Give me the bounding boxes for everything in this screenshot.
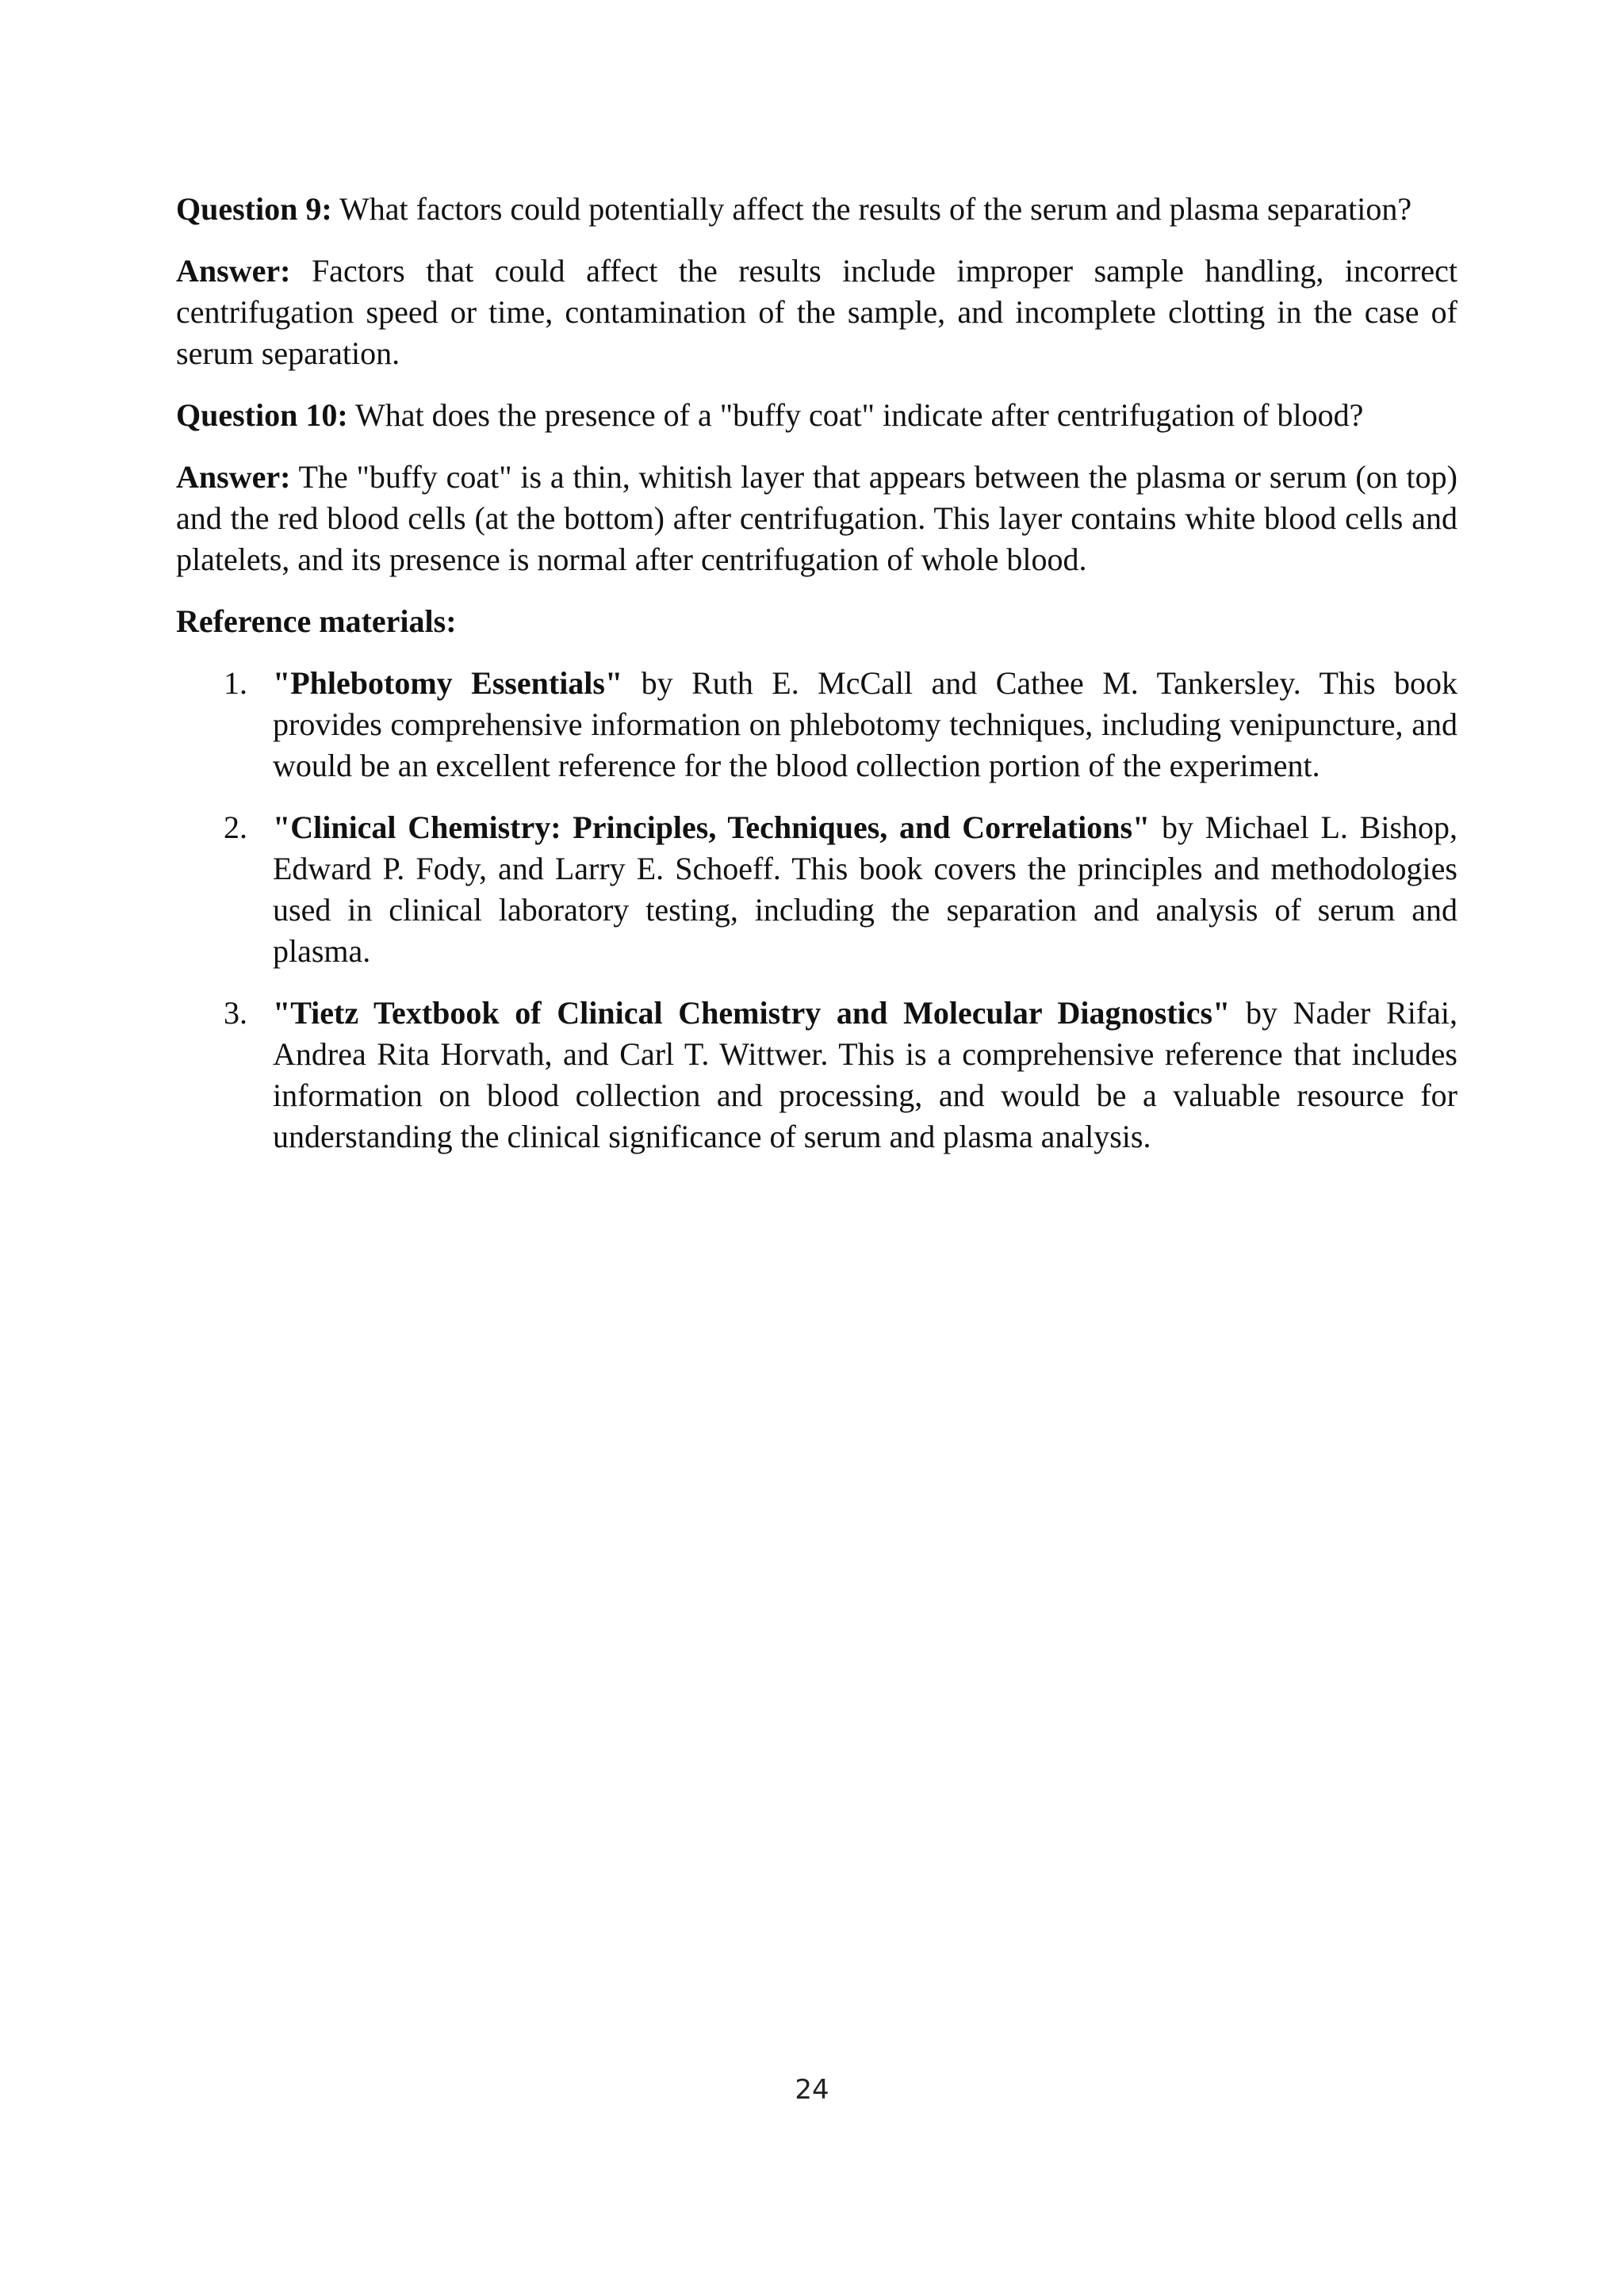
reference-title: "Phlebotomy Essentials" bbox=[273, 665, 623, 701]
reference-number: 1. bbox=[224, 665, 247, 701]
reference-number: 3. bbox=[224, 995, 247, 1031]
answer-text: The "buffy coat" is a thin, whitish layer that appears between the plasma or serum (on top) and the red blood cells (at the bottom) after centrifugation. This layer contains white blood cells and platelets, and its presence is normal after centrifugation of whole blood. bbox=[176, 459, 1457, 577]
answer-label: Answer: bbox=[176, 459, 291, 495]
references-heading: Reference materials: bbox=[176, 603, 457, 639]
reference-item bbox=[176, 807, 1457, 972]
answer-10 bbox=[176, 457, 1457, 580]
answer-text: Factors that could affect the results include improper sample handling, incorrect centrifugation speed or time, contamination of the sample, and incomplete clotting in the case of serum separation. bbox=[176, 253, 1457, 371]
question-10 bbox=[176, 395, 1457, 436]
reference-text: by Nader Rifai, Andrea Rita Horvath, and Carl T. Wittwer. This is a comprehensive reference that includes information on blood collection and processing, and would be a valuable resource for understanding the clinical significance of serum and plasma analysis. bbox=[273, 995, 1458, 1154]
answer-9 bbox=[176, 251, 1457, 374]
question-label: Question 9: bbox=[176, 191, 332, 227]
question-9 bbox=[176, 189, 1457, 230]
document-body bbox=[176, 189, 1457, 1178]
reference-item bbox=[176, 993, 1457, 1158]
reference-title: "Clinical Chemistry: Principles, Techniques, and Correlations" bbox=[273, 809, 1151, 845]
reference-item bbox=[176, 663, 1457, 786]
reference-number: 2. bbox=[224, 809, 247, 845]
answer-label: Answer: bbox=[176, 253, 291, 289]
question-text: What does the presence of a "buffy coat" indicate after centrifugation of blood? bbox=[354, 397, 1364, 433]
reference-text: by Michael L. Bishop, Edward P. Fody, and Larry E. Schoeff. This book covers the principles and methodologies used in clinical laboratory testing, including the separation and analysis of serum and plasma. bbox=[273, 809, 1458, 969]
question-text: What factors could potentially affect the results of the serum and plasma separation? bbox=[339, 191, 1412, 227]
reference-list bbox=[176, 663, 1457, 1158]
reference-text: by Ruth E. McCall and Cathee M. Tankersley. This book provides comprehensive information on phlebotomy techniques, including venipuncture, and would be an excellent reference for the blood collection portion of the experiment. bbox=[273, 665, 1458, 783]
page-number: 24 bbox=[795, 2074, 829, 2106]
reference-title: "Tietz Textbook of Clinical Chemistry and Molecular Diagnostics" bbox=[273, 995, 1231, 1031]
question-label: Question 10: bbox=[176, 397, 348, 433]
